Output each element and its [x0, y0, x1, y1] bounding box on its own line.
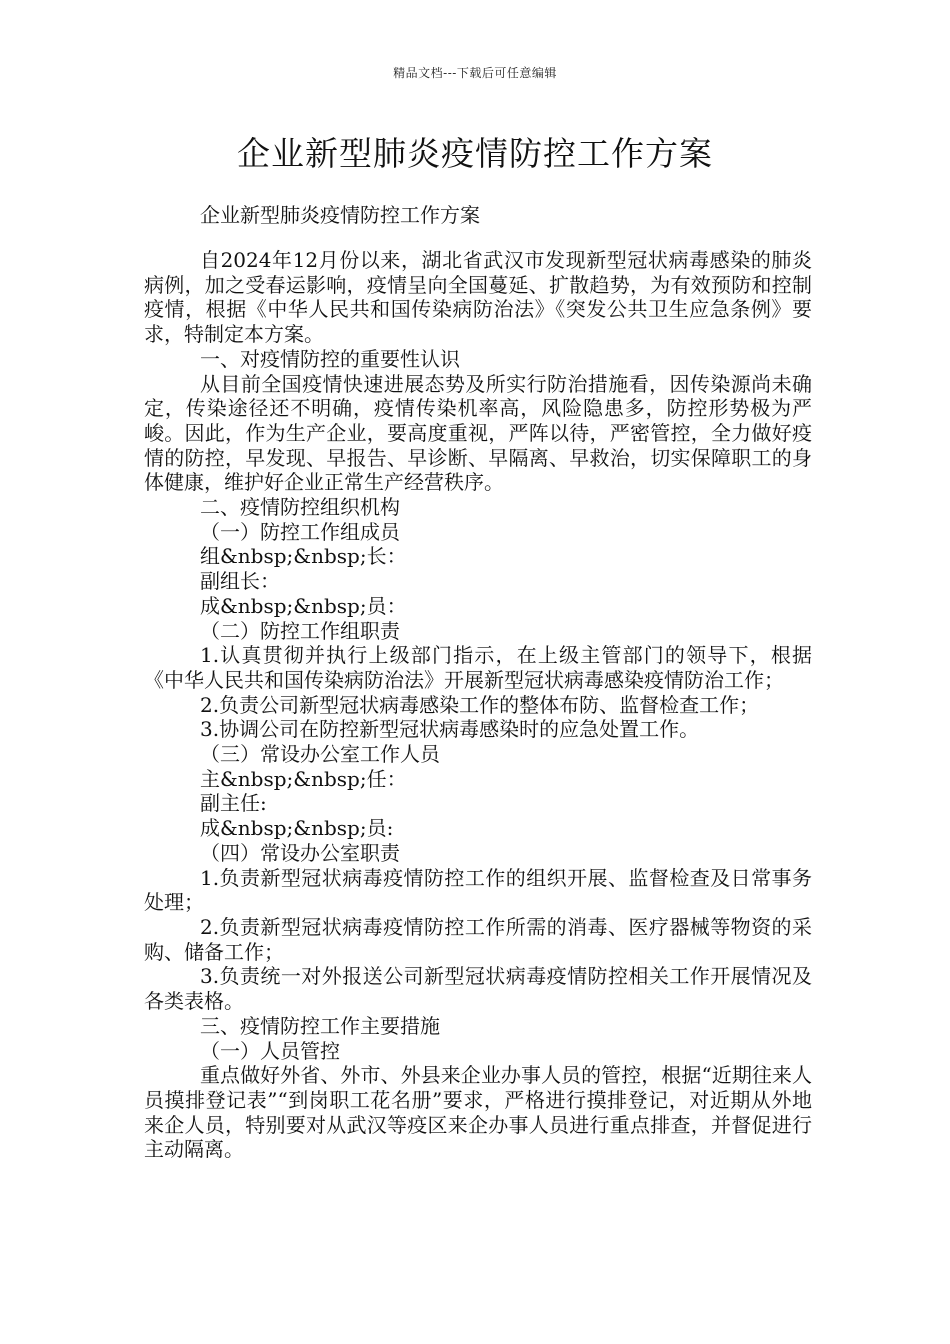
document-body [144, 248, 812, 1162]
body-paragraph: 从目前全国疫情快速进展态势及所实行防治措施看，因传染源尚未确定，传染途径还不明确，疫情传染机率高，风险隐患多，防控形势极为严峻。因此，作为生产企业，要高度重视，严阵以待，严密管控，全力做好疫情的防控，早发现、早报告、早诊断、早隔离、早救治，切实保障职工的身体健康，维护好企业正常生产经营秩序。 [144, 371, 812, 495]
role-line: 成&nbsp;&nbsp;员: [200, 816, 394, 841]
list-item: 2.负责新型冠状病毒疫情防控工作所需的消毒、医疗器械等物资的采购、储备工作； [144, 914, 812, 964]
list-item: 1.认真贯彻并执行上级部门指示，在上级主管部门的领导下，根据《中华人民共和国传染病防治法》开展新型冠状病毒感染疫情防治工作； [144, 643, 812, 692]
list-item: 3.负责统一对外报送公司新型冠状病毒疫情防控相关工作开展情况及各类表格。 [144, 964, 812, 1014]
subsection-heading: （二）防控工作组职责 [200, 618, 400, 643]
intro-paragraph: 自2024年12月份以来，湖北省武汉市发现新型冠状病毒感染的肺炎病例，加之受春运影响，疫情呈向全国蔓延、扩散趋势，为有效预防和控制疫情，根据《中华人民共和国传染病防治法》《突发公共卫生应急条例》要求，特制定本方案。 [144, 248, 812, 347]
list-item: 3.协调公司在防控新型冠状病毒感染时的应急处置工作。 [200, 717, 700, 742]
body-paragraph: 重点做好外省、外市、外县来企业办事人员的管控，根据“近期往来人员摸排登记表”“到岗职工花名册”要求，严格进行摸排登记，对近期从外地来企人员，特别要对从武汉等疫区来企办事人员进行重点排查，并督促进行主动隔离。 [144, 1063, 812, 1162]
role-line: 组&nbsp;&nbsp;长： [200, 544, 407, 569]
document-title: 企业新型肺炎疫情防控工作方案 [237, 134, 713, 173]
subsection-heading: （一）防控工作组成员 [200, 519, 400, 544]
section-heading: 二、疫情防控组织机构 [200, 495, 400, 520]
subsection-heading: （四）常设办公室职责 [200, 840, 400, 865]
list-item: 1.负责新型冠状病毒疫情防控工作的组织开展、监督检查及日常事务处理； [144, 865, 812, 915]
page-header-note: 精品文档---下载后可任意编辑 [393, 66, 557, 80]
section-heading: 一、对疫情防控的重要性认识 [200, 346, 460, 371]
role-line: 副组长： [200, 569, 280, 594]
document-subtitle: 企业新型肺炎疫情防控工作方案 [200, 203, 480, 227]
section-heading: 三、疫情防控工作主要措施 [200, 1013, 440, 1038]
role-line: 成&nbsp;&nbsp;员： [200, 593, 407, 618]
subsection-heading: （一）人员管控 [200, 1038, 340, 1063]
role-line: 主&nbsp;&nbsp;任： [200, 766, 407, 791]
role-line: 副主任: [200, 791, 267, 816]
subsection-heading: （三）常设办公室工作人员 [200, 742, 440, 767]
list-item: 2.负责公司新型冠状病毒感染工作的整体布防、监督检查工作； [200, 692, 760, 717]
